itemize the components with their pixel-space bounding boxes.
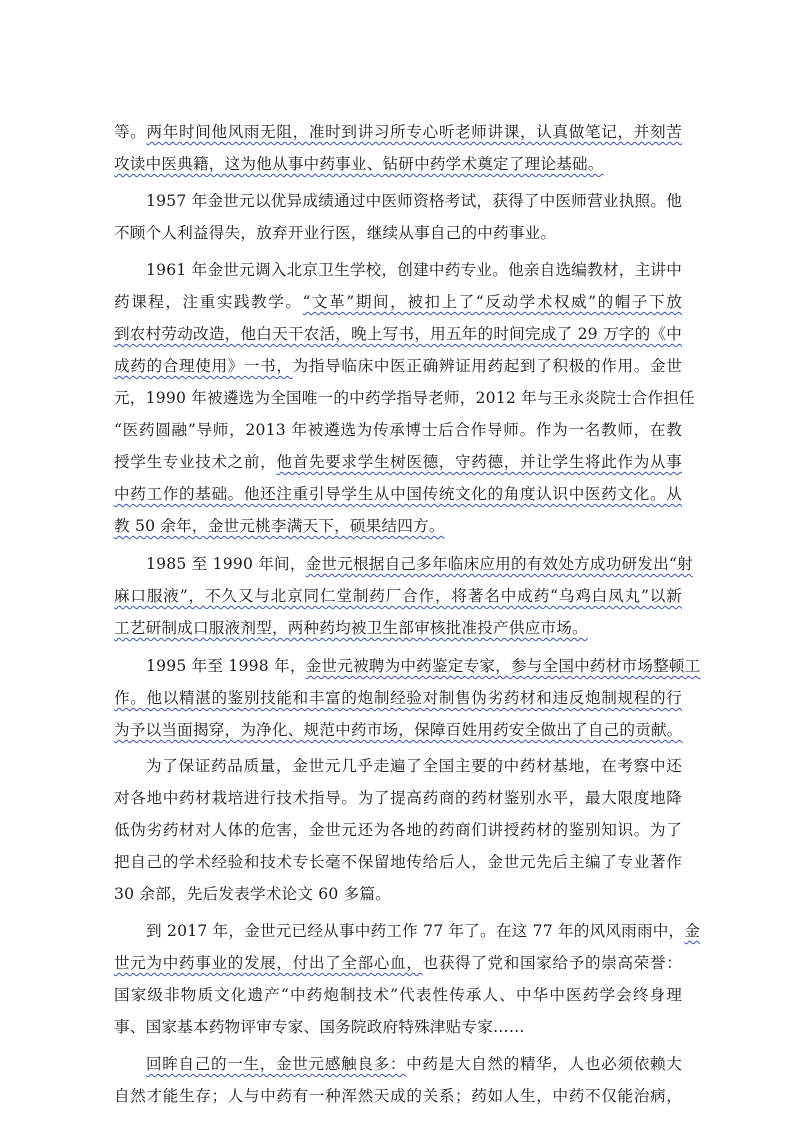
text-segment: 1961 年金世元调入北京卫生学校，创建中药专业。他亲自选编教材，主讲中 <box>146 261 682 279</box>
text-line <box>114 217 682 249</box>
text-segment: 1957 年金世元以优异成绩通过中医师资格考试，获得了中医师营业执照。他 <box>146 192 682 210</box>
text-line <box>146 185 682 217</box>
underlined-text-segment: 金 <box>684 922 701 940</box>
text-segment: 到 2017 年，金世元已经从事中药工作 77 年了。在这 77 年的风风雨雨中， <box>146 922 685 940</box>
text-line <box>114 682 682 714</box>
text-line <box>114 1080 682 1112</box>
text-line <box>114 318 682 350</box>
text-line <box>114 878 682 910</box>
underlined-text-segment: 麻口服液”，不久又与北京同仁堂制药厂合作，将著名中成药“乌鸡白凤丸”以新 <box>114 587 682 605</box>
text-line <box>114 580 682 612</box>
text-line <box>114 612 682 644</box>
underlined-text-segment: 金世元被聘为中药鉴定专家，参与全国中药材市场整顿工 <box>305 657 701 675</box>
text-segment: 为了保证药品质量，金世元几乎走遍了全国主要的中药材基地，在考察中还 <box>146 757 682 775</box>
text-segment: 等。 <box>114 123 147 141</box>
underlined-text-segment: 金世元根据自己多年临床应用的有效处方成功研发出“射 <box>305 555 693 573</box>
text-line <box>114 382 695 414</box>
underlined-text-segment: “文革”期间，被扣上了“反动学术权威”的帽子下放 <box>302 293 682 311</box>
text-line <box>114 1011 682 1043</box>
text-line <box>114 350 682 382</box>
underlined-text-segment: 两年时间他风雨无阻，准时到讲习所专心听老师讲课，认真做笔记，并刻苦 <box>146 123 682 141</box>
text-line <box>114 510 682 542</box>
text-segment: 把自己的学术经验和技术专长毫不保留地传给后人，金世元先后主编了专业著作 <box>114 853 682 871</box>
text-line <box>146 254 682 286</box>
text-line <box>146 548 693 580</box>
text-line <box>146 650 701 682</box>
underlined-text-segment: 成药的合理使用》一书， <box>114 357 293 375</box>
text-line <box>114 478 682 510</box>
text-segment: 为指导临床中医正确辨证用药起到了积极的作用。金世 <box>292 357 682 375</box>
text-segment: 低伪劣药材对人体的危害，金世元还为各地的药商们讲授药材的鉴别知识。为了 <box>114 821 682 839</box>
text-segment: 不顾个人利益得失，放弃开业行医，继续从事自己的中药事业。 <box>114 224 557 242</box>
text-line <box>114 782 682 814</box>
text-segment: 中药是大自然的精华，人也必须依赖大 <box>406 1055 683 1073</box>
text-segment: 事、国家基本药物评审专家、国务院政府特殊津贴专家…… <box>114 1018 525 1036</box>
text-line <box>114 814 682 846</box>
text-segment: “医药圆融”导师，2013 年被遴选为传承博士后合作导师。作为一名教师，在教 <box>114 421 682 439</box>
text-line <box>114 446 682 478</box>
underlined-text-segment: 到农村劳动改造，他白天干农活，晚上写书，用五年的时间完成了 29 万字的《中 <box>114 325 682 343</box>
text-line <box>114 414 682 446</box>
text-segment: 也获得了党和国家给予的崇高荣誉： <box>422 954 682 972</box>
underlined-text-segment: 教 50 余年，金世元桃李满天下，硕果结四方。 <box>114 517 445 535</box>
text-segment: 30 余部，先后发表学术论文 60 多篇。 <box>114 885 392 903</box>
text-line <box>114 116 682 148</box>
text-line <box>146 750 682 782</box>
text-segment: 授学生专业技术之前， <box>114 453 277 471</box>
underlined-text-segment: 世元为中药事业的发展，付出了全部心血， <box>114 954 423 972</box>
text-line <box>114 714 682 746</box>
text-line <box>146 915 701 947</box>
text-line <box>114 148 682 180</box>
underlined-text-segment: 为予以当面揭穿，为净化、规范中药市场，保障百姓用药安全做出了自己的贡献。 <box>114 721 683 739</box>
underlined-text-segment: 作。他以精湛的鉴别技能和丰富的炮制经验对制售伪劣药材和违反炮制规程的行 <box>114 689 682 707</box>
text-segment: 自然才能生存；人与中药有一种浑然天成的关系；药如人生，中药不仅能治病， <box>114 1087 682 1105</box>
underlined-text-segment: 回眸自己的一生，金世元感触良多： <box>146 1055 407 1073</box>
underlined-text-segment: 攻读中医典籍，这为他从事中药事业、钻研中药学术奠定了理论基础。 <box>114 155 604 173</box>
underlined-text-segment: 工艺研制成口服液剂型，两种药均被卫生部审核批准投产供应市场。 <box>114 619 588 637</box>
text-line <box>114 286 682 318</box>
text-segment: 1985 至 1990 年间， <box>146 555 306 573</box>
text-segment: 国家级非物质文化遗产“中药炮制技术”代表性传承人、中华中医药学会终身理 <box>114 986 682 1004</box>
text-segment: 元，1990 年被遴选为全国唯一的中药学指导老师，2012 年与王永炎院士合作担任 <box>114 389 695 407</box>
text-line <box>146 1048 682 1080</box>
underlined-text-segment: 他首先要求学生树医德，守药德，并让学生将此作为从事 <box>276 453 682 471</box>
text-line <box>114 979 682 1011</box>
text-segment: 1995 年至 1998 年， <box>146 657 306 675</box>
text-line <box>114 846 682 878</box>
text-segment: 对各地中药材栽培进行技术指导。为了提高药商的药材鉴别水平，最大限度地降 <box>114 789 682 807</box>
text-line <box>114 947 682 979</box>
text-segment: 药课程，注重实践教学。 <box>114 293 303 311</box>
underlined-text-segment: 中药工作的基础。他还注重引导学生从中国传统文化的角度认识中医药文化。从 <box>114 485 682 503</box>
